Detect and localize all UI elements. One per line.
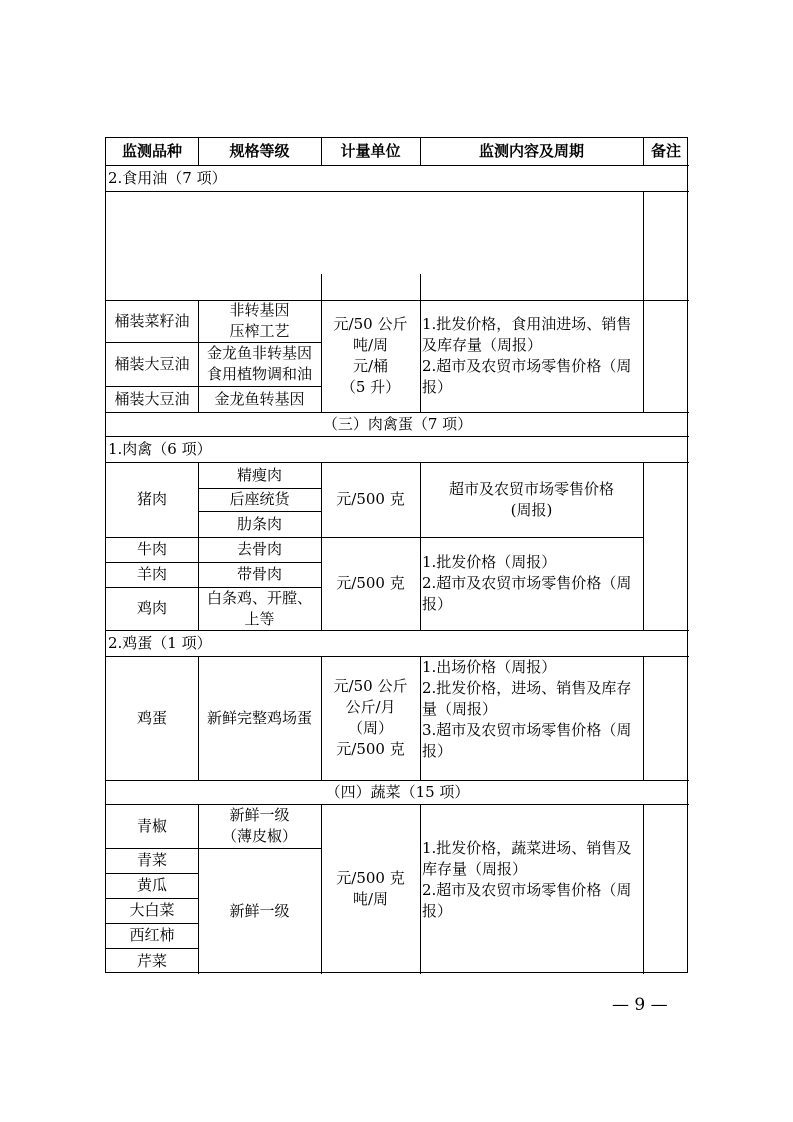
lamb-name: 羊肉 (136, 565, 167, 583)
egg-subheading: 2.鸡蛋（1 项） (108, 633, 212, 652)
content-line: 量（周报） (422, 700, 498, 718)
lamb-spec: 带骨肉 (236, 565, 282, 583)
col-divider (643, 462, 644, 630)
pork-content (420, 462, 643, 537)
spec-line: 白条鸡、开膛、 (206, 588, 312, 607)
spec-line: 压榨工艺 (229, 322, 290, 340)
content-line: 2.超市及农贸市场零售价格（周 (422, 881, 632, 899)
content-line: (周报) (510, 500, 553, 519)
meat-subheading: 1.肉禽（6 项） (108, 439, 212, 458)
col-divider (643, 804, 644, 974)
spec-line: 金龙鱼非转基因 (206, 344, 312, 362)
spec-line: 非转基因 (229, 301, 290, 319)
oil-name-rapeseed: 桶装菜籽油 (114, 311, 190, 330)
meat-content (420, 537, 643, 630)
veg-name: 黄瓜 (136, 876, 167, 894)
chicken-spec (198, 587, 321, 630)
egg-spec: 新鲜完整鸡场蛋 (206, 708, 312, 727)
oil-subheading: 2.食用油（7 项） (108, 168, 227, 187)
header-content: 监测内容及周期 (478, 142, 584, 160)
content-line: 1.出场价格（周报） (422, 658, 557, 676)
veg-name: 芹菜 (136, 951, 167, 970)
section-heading-vegetables: （四）蔬菜（15 项） (325, 782, 470, 801)
row-divider (106, 191, 689, 192)
oil-spec-gm: 金龙鱼转基因 (214, 389, 305, 408)
content-line: 1.批发价格，蔬菜进场、销售及 (422, 839, 632, 857)
egg-name: 鸡蛋 (136, 708, 167, 727)
unit-line: （周） (347, 719, 393, 737)
price-monitoring-table (105, 137, 688, 973)
col-divider (643, 191, 644, 412)
veg-name-pepper: 青椒 (136, 816, 167, 835)
content-line: 报） (422, 902, 453, 920)
veg-spec: 新鲜一级 (229, 901, 290, 920)
oil-name-soybean: 桶装大豆油 (114, 354, 190, 373)
unit-line: 元/500 克 (336, 740, 405, 758)
section-heading-meat: （三）肉禽蛋（7 项） (322, 414, 473, 433)
page-number: — 9 — (612, 995, 668, 1015)
content-line: 1.批发价格，食用油进场、销售 (422, 315, 632, 333)
content-line: 2.超市及农贸市场零售价格（周 (422, 357, 632, 375)
content-line: 1.批发价格（周报） (422, 553, 557, 571)
veg-content (420, 804, 643, 974)
oil-spec-blend (198, 342, 321, 386)
unit-line: 公斤/月 (345, 698, 396, 716)
beef-spec: 去骨肉 (236, 540, 282, 558)
content-line: 报） (422, 742, 453, 760)
spec-line: 上等 (244, 609, 275, 628)
content-line: 及库存量（周报） (422, 336, 543, 354)
content-line: 报） (422, 378, 453, 396)
pork-spec-rib: 肋条肉 (236, 514, 282, 533)
header-unit: 计量单位 (340, 142, 401, 160)
oil-name-soybean-gm: 桶装大豆油 (114, 389, 190, 408)
oil-spec-rapeseed (198, 300, 321, 342)
unit-line: 吨/周 (352, 336, 389, 354)
unit-line: （5 升） (340, 378, 401, 396)
veg-unit (321, 804, 420, 974)
pork-spec-lean: 精瘦肉 (236, 465, 282, 484)
pork-name: 猪肉 (136, 490, 167, 508)
spec-line: 食用植物调和油 (206, 365, 312, 383)
unit-line: 元/500 克 (336, 869, 405, 887)
meat-unit: 元/500 克 (336, 574, 405, 592)
unit-line: 元/50 公斤 (333, 315, 408, 333)
content-line: 2.批发价格，进场、销售及库存 (422, 679, 632, 697)
header-remarks: 备注 (650, 142, 681, 160)
content-line: 2.超市及农贸市场零售价格（周 (422, 574, 632, 592)
col-divider (420, 274, 421, 300)
spec-line: （薄皮椒） (221, 827, 297, 845)
col-divider (643, 656, 644, 780)
veg-spec-pepper (198, 804, 321, 848)
oil-unit (321, 300, 420, 412)
veg-name: 青菜 (136, 851, 167, 869)
veg-name: 大白菜 (129, 901, 175, 919)
egg-content (420, 656, 643, 780)
unit-line: 吨/周 (352, 890, 389, 908)
unit-line: 元/桶 (352, 357, 389, 375)
egg-unit (321, 656, 420, 780)
veg-name: 西红柿 (129, 926, 175, 944)
content-line: 报） (422, 595, 453, 613)
content-line: 库存量（周报） (422, 860, 528, 878)
pork-unit: 元/500 克 (336, 490, 405, 508)
chicken-name: 鸡肉 (136, 599, 167, 617)
content-line: 3.超市及农贸市场零售价格（周 (422, 721, 632, 739)
content-line: 超市及农贸市场零售价格 (448, 479, 614, 498)
oil-content (420, 300, 643, 412)
spec-line: 新鲜一级 (229, 806, 290, 824)
unit-line: 元/50 公斤 (333, 677, 408, 695)
header-spec: 规格等级 (229, 142, 290, 160)
header-variety: 监测品种 (121, 142, 182, 160)
beef-name: 牛肉 (136, 540, 167, 558)
col-divider (321, 274, 322, 300)
pork-spec-rear: 后座统货 (229, 490, 290, 508)
